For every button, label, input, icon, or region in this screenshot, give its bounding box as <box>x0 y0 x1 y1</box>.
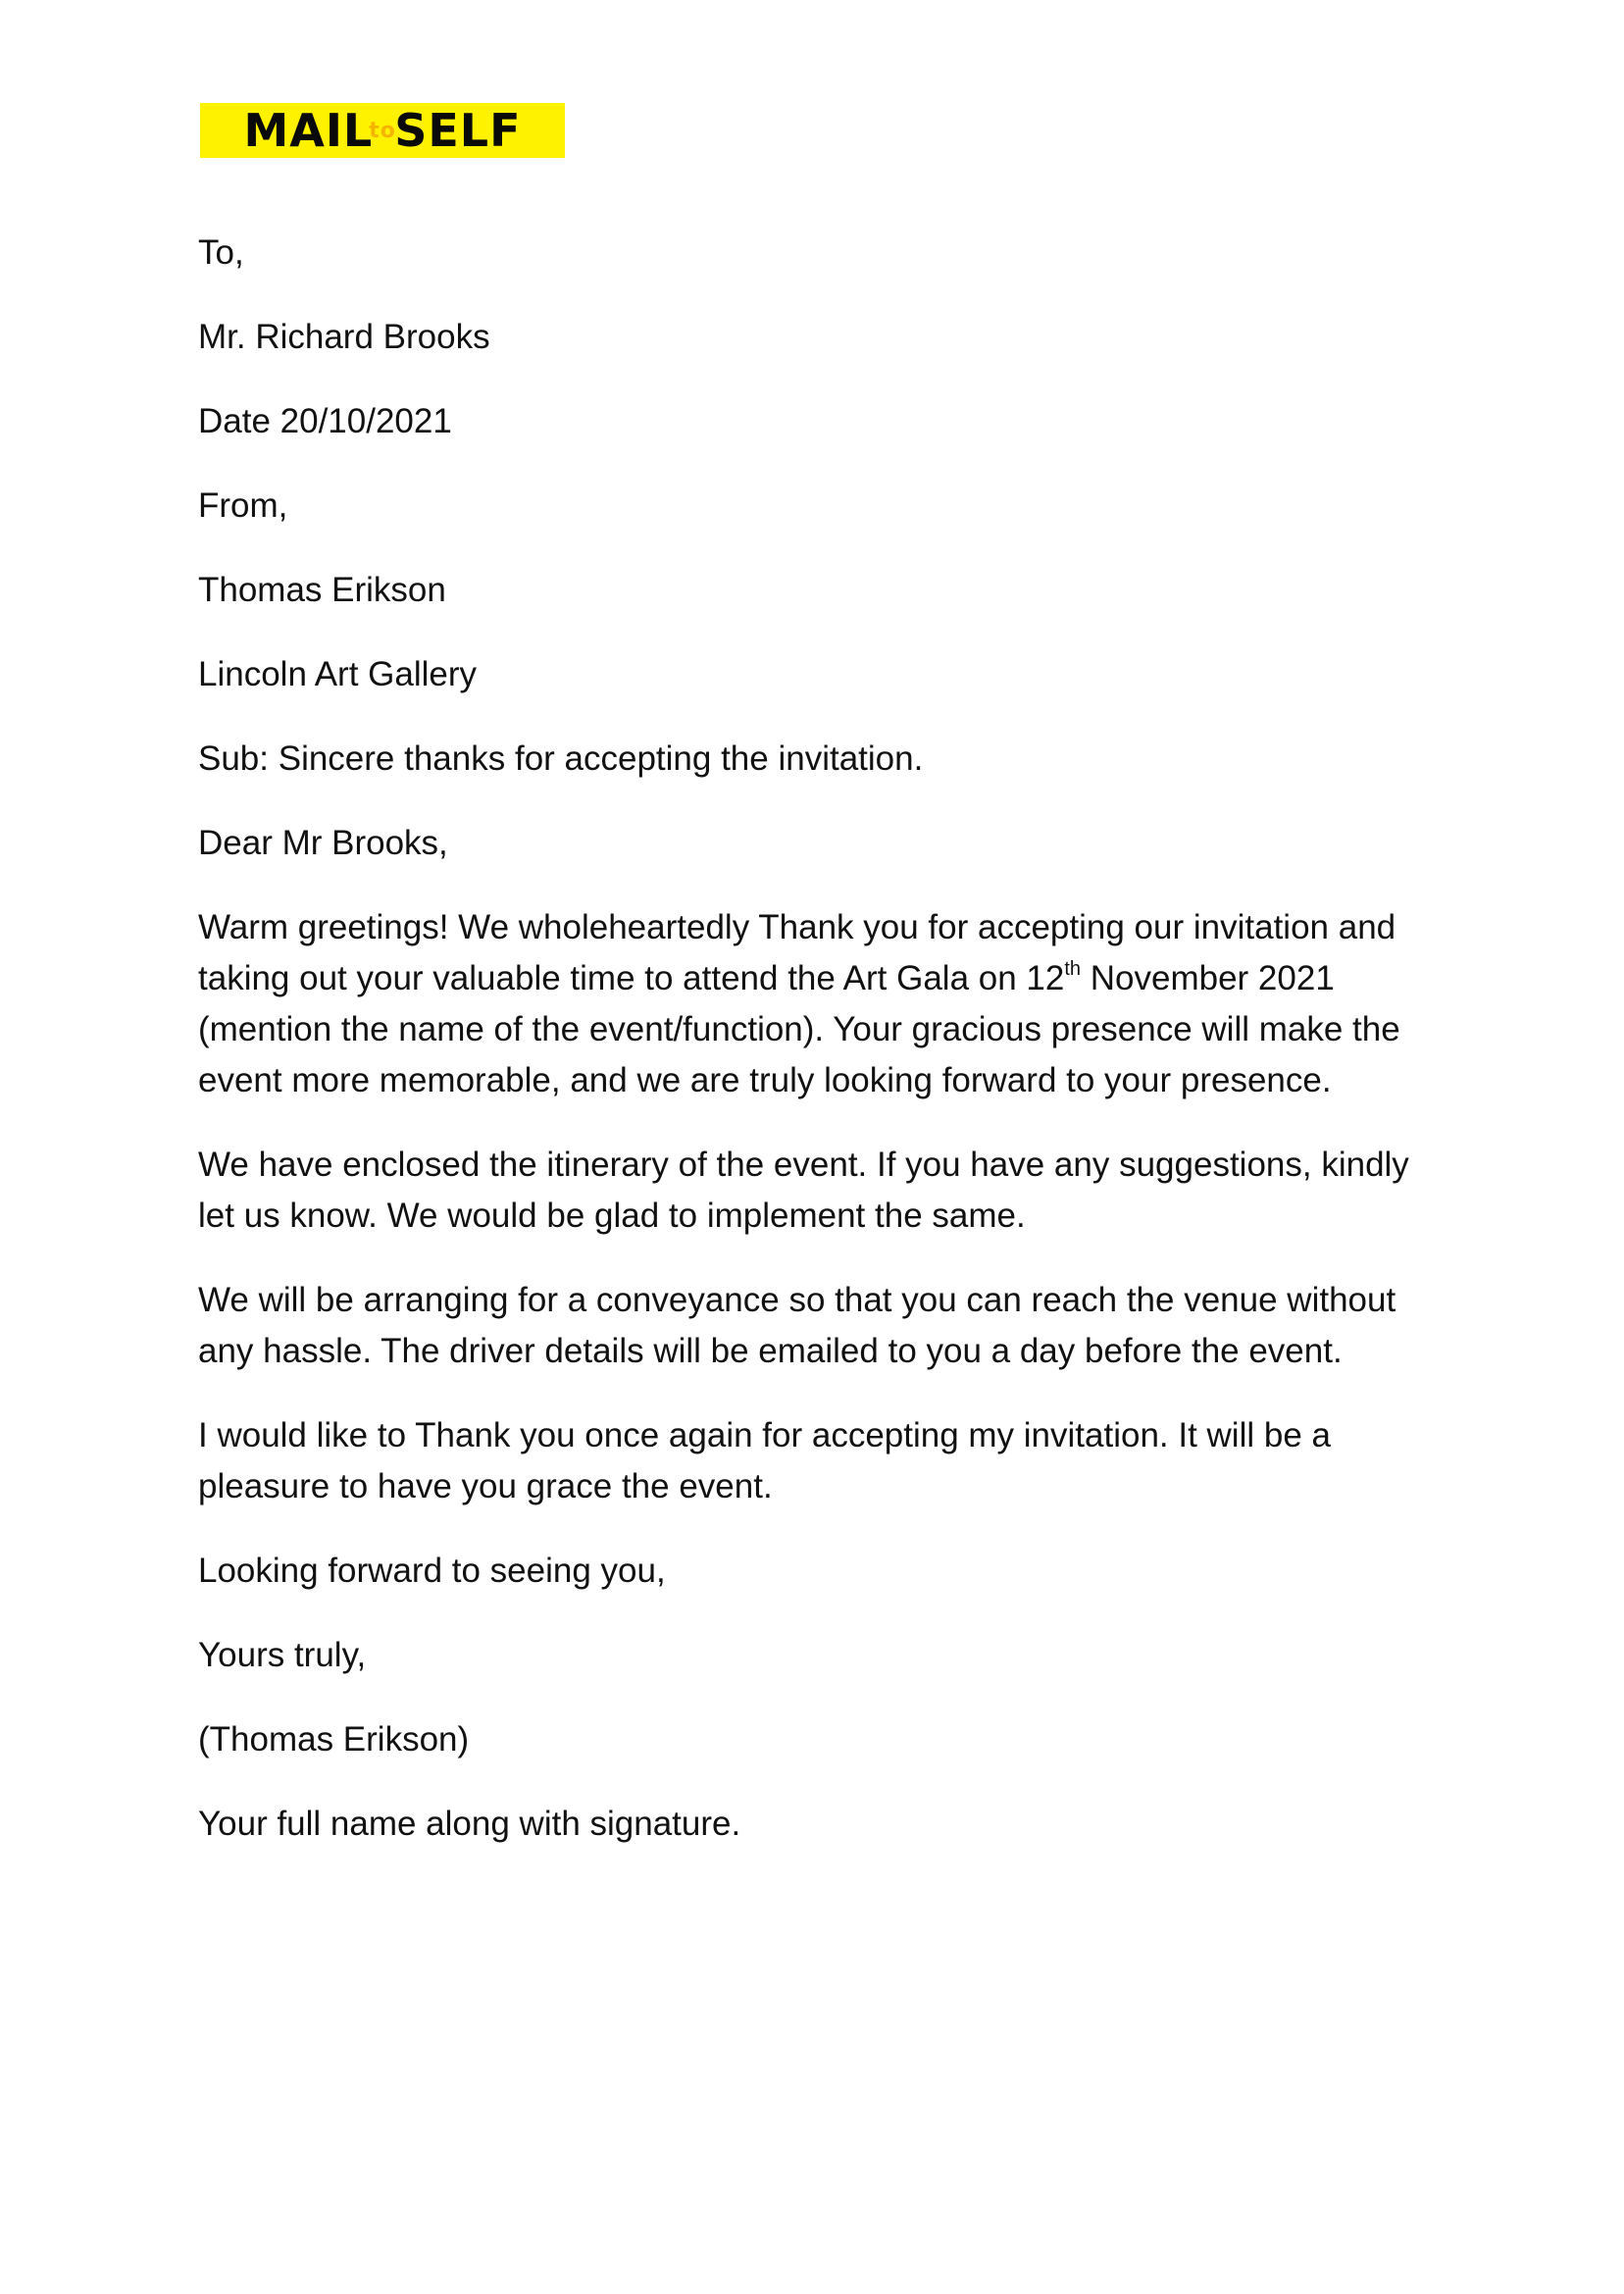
letter-date: Date 20/10/2021 <box>198 402 452 440</box>
to-label: To, <box>198 233 244 272</box>
paragraph-greeting-part2: November 2021 (mention the name of the event/function). Your gracious presence will make the event more memorable, and we are truly looking forward to your presence. <box>198 959 1400 1099</box>
salutation: Dear Mr Brooks, <box>198 824 448 862</box>
sender-organization: Lincoln Art Gallery <box>198 655 478 693</box>
logo-middle-text: to <box>369 119 396 143</box>
letter-body <box>198 228 1434 1883</box>
subject-line: Sub: Sincere thanks for accepting the invitation. <box>198 739 924 778</box>
sender-name: Thomas Erikson <box>198 571 446 609</box>
logo-right-text: SELF <box>394 104 522 157</box>
paragraph-thanks: I would like to Thank you once again for accepting my invitation. It will be a pleasure to have you grace the event. <box>198 1416 1331 1505</box>
from-label: From, <box>198 486 288 525</box>
signature-name: (Thomas Erikson) <box>198 1720 470 1759</box>
mailtoself-logo <box>200 103 565 158</box>
recipient-name: Mr. Richard Brooks <box>198 318 490 356</box>
logo-wordmark <box>243 104 522 157</box>
paragraph-itinerary: We have enclosed the itinerary of the event. If you have any suggestions, kindly let us know. We would be glad to implement the same. <box>198 1146 1409 1235</box>
ordinal-suffix: th <box>1064 958 1082 980</box>
paragraph-conveyance: We will be arranging for a conveyance so that you can reach the venue without any hassle. The driver details will be emailed to you a day before the event. <box>198 1281 1396 1370</box>
logo-to-mark <box>369 111 398 150</box>
closing-line: Looking forward to seeing you, <box>198 1552 666 1590</box>
sign-off: Yours truly, <box>198 1636 367 1674</box>
paragraph-greeting <box>198 902 1434 1106</box>
logo-left-text: MAIL <box>243 104 374 157</box>
paragraph-greeting-part1: Warm greetings! We wholeheartedly Thank you for accepting our invitation and taking out your valuable time to attend the Art Gala on 12 <box>198 908 1396 997</box>
signature-note: Your full name along with signature. <box>198 1805 741 1843</box>
